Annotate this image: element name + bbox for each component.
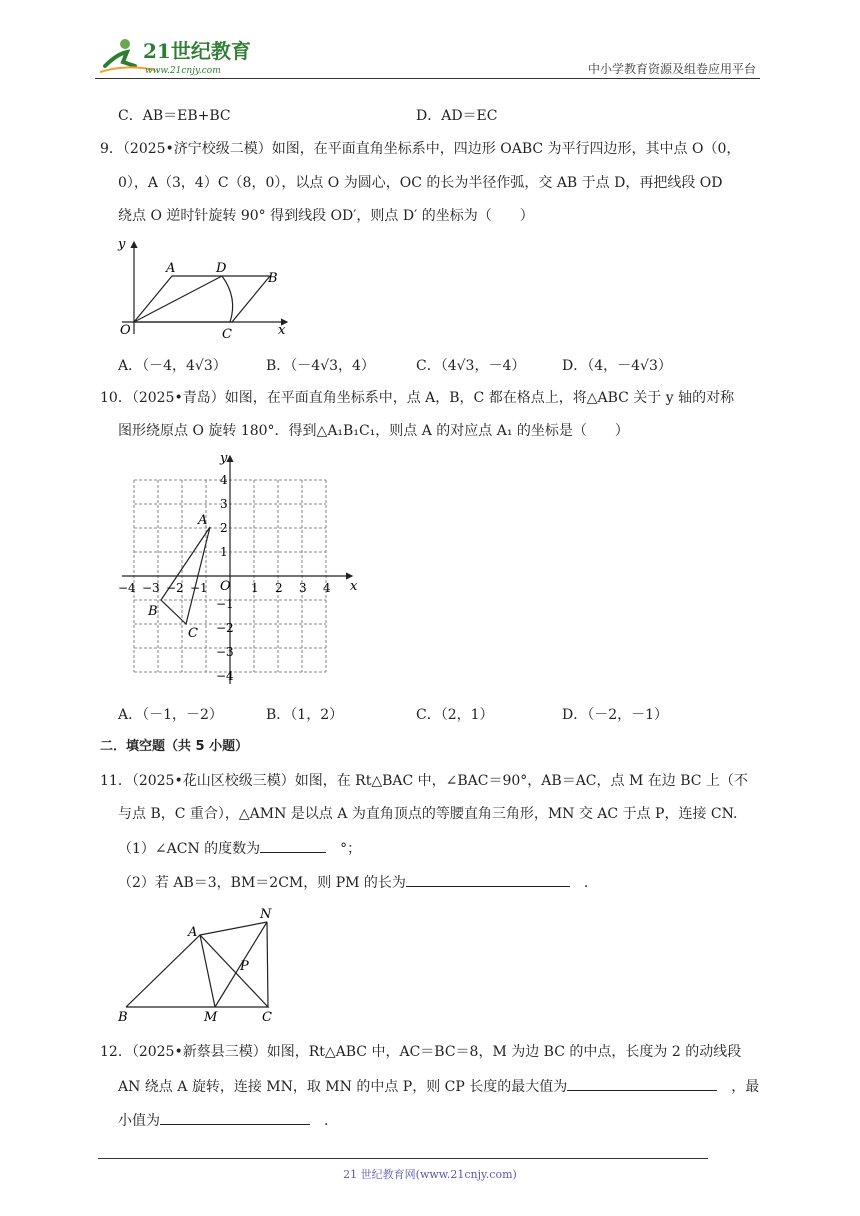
q11-line-1: 11．（2025•花山区校级三模）如图，在 Rt△BAC 中，∠BAC＝90°，AB＝AC，点 M 在边 BC 上（不 [100, 773, 748, 789]
q12-line3-end: . [324, 1113, 329, 1129]
q10-option-a: A．（－1，－2） [118, 707, 223, 723]
q10-ytick: 4 [220, 473, 228, 487]
q9-label-x: x [278, 323, 286, 338]
logo-text: 21世纪教育 [143, 39, 251, 63]
q9-line-2: 0），A（3，4）C（8，0），以点 O 为圆心，OC 的长为半径作弧，交 AB 于点 D，再把线段 OD [118, 175, 723, 191]
q11-label-a: A [188, 925, 198, 940]
q10-line-1: 10．（2025•青岛）如图，在平面直角坐标系中，点 A，B，C 都在格点上，将△ABC 关于 y 轴的对称 [100, 390, 735, 406]
q10-xtick: 1 [251, 581, 259, 595]
footer-text: 21 世纪教育网(www.21cnjy.com) [343, 1168, 517, 1181]
q10-xtick: 2 [275, 581, 283, 595]
q9-segment-od [134, 276, 222, 322]
q9-arc [222, 276, 233, 322]
q10-label-a: A [198, 513, 208, 528]
q9-label-a: A [166, 261, 176, 276]
q10-ytick: −1 [216, 597, 234, 611]
q10-xtick: 4 [323, 581, 331, 595]
q10-xtick: −4 [118, 581, 136, 595]
q9-option-b: B．（－4√3，4） [266, 358, 375, 374]
logo-graphic [95, 36, 255, 78]
q10-label-c: C [188, 626, 198, 641]
q12-line-2 [118, 1076, 759, 1097]
q10-xtick: 3 [299, 581, 307, 595]
q11-sub2-end: . [583, 875, 589, 891]
q10-line-2: 图形绕原点 O 旋转 180°．得到△A₁B₁C₁，则点 A 的对应点 A₁ 的坐标是（ ） [118, 423, 629, 439]
q9-option-a: A．（－4，4√3） [118, 358, 227, 374]
q11-answer-blank-2[interactable] [406, 872, 570, 887]
site-logo [95, 36, 255, 78]
q9-label-d: D [216, 261, 227, 276]
q10-option-c: C．（2，1） [416, 707, 494, 723]
q9-label-o: O [120, 323, 131, 338]
q11-sub-2 [118, 872, 588, 893]
q9-option-d: D．（4，－4√3） [562, 358, 672, 374]
q11-line-2: 与点 B，C 重合），△AMN 是以点 A 为直角顶点的等腰直角三角形，MN 交 AC 于点 P，连接 CN. [118, 806, 738, 822]
q10-ytick: 3 [220, 497, 228, 511]
q12-line3-text: 小值为 [118, 1113, 160, 1129]
footer-divider [98, 1158, 708, 1159]
q10-label-x: x [350, 579, 358, 594]
q9-line-3: 绕点 O 逆时针旋转 90° 得到线段 OD′，则点 D′ 的坐标为（ ） [118, 208, 534, 224]
q10-label-o: O [220, 579, 231, 594]
q11-label-b: B [118, 1010, 128, 1024]
q11-sub2-text: （2）若 AB＝3，BM＝2CM，则 PM 的长为 [118, 875, 406, 891]
q12-line-1: 12．（2025•新蔡县三模）如图，Rt△ABC 中，AC＝BC＝8，M 为边 BC 的中点，长度为 2 的动线段 [100, 1044, 742, 1060]
q11-segment-am [200, 935, 215, 1007]
q8-option-c: C．AB＝EB+BC [118, 108, 231, 124]
q10-label-b: B [148, 604, 158, 619]
q11-answer-blank-1[interactable] [260, 838, 326, 853]
q10-tick-labels [118, 473, 331, 683]
q8-option-d: D．AD＝EC [416, 108, 498, 124]
q11-label-c: C [262, 1010, 272, 1024]
q9-label-b: B [268, 271, 278, 286]
q11-segment-cn [267, 922, 268, 1007]
q10-ytick: −4 [216, 669, 234, 683]
q10-ytick: −3 [216, 645, 234, 659]
q12-line-3 [118, 1110, 328, 1131]
q9-label-y: y [118, 237, 126, 252]
q10-figure [112, 450, 362, 690]
q9-parallelogram [134, 276, 270, 322]
q12-line2-text: AN 绕点 A 旋转，连接 MN，取 MN 的中点 P，则 CP 长度的最大值为 [118, 1079, 568, 1095]
q11-label-m: M [204, 1010, 218, 1024]
q11-figure [112, 904, 282, 1024]
q10-xtick: −1 [190, 581, 208, 595]
q12-line2-end: ，最 [731, 1079, 760, 1095]
q10-label-y: y [220, 451, 228, 466]
q11-sub-1 [118, 838, 361, 859]
header-platform-text: 中小学教育资源及组卷应用平台 [587, 62, 756, 76]
logo-url: www.21cnjy.com [145, 66, 221, 76]
q11-sub1-text: （1）∠ACN 的度数为 [118, 841, 261, 857]
q10-ytick: 1 [220, 545, 228, 559]
q10-xtick: −2 [166, 581, 184, 595]
q11-sub1-unit: °； [340, 841, 362, 857]
q10-ytick: 2 [220, 521, 228, 535]
q9-label-c: C [222, 327, 232, 342]
q12-answer-blank-max[interactable] [567, 1076, 717, 1091]
q11-label-n: N [260, 907, 272, 922]
q9-line-1: 9．（2025•济宁校级二模）如图，在平面直角坐标系中，四边形 OABC 为平行四边形，其中点 O（0， [100, 141, 741, 157]
q12-answer-blank-min[interactable] [160, 1110, 310, 1125]
q10-xtick: −3 [142, 581, 160, 595]
section-fill-in-title: 二．填空题（共 5 小题） [100, 739, 249, 754]
q11-label-p: P [240, 959, 249, 974]
header-divider [95, 78, 760, 79]
q10-option-d: D．（－2，－1） [562, 707, 669, 723]
q9-figure [112, 234, 292, 344]
q11-segment-an [200, 922, 267, 935]
q9-option-c: C．（4√3，－4） [416, 358, 526, 374]
q10-ytick: −2 [216, 621, 234, 635]
q10-option-b: B．（1，2） [266, 707, 344, 723]
